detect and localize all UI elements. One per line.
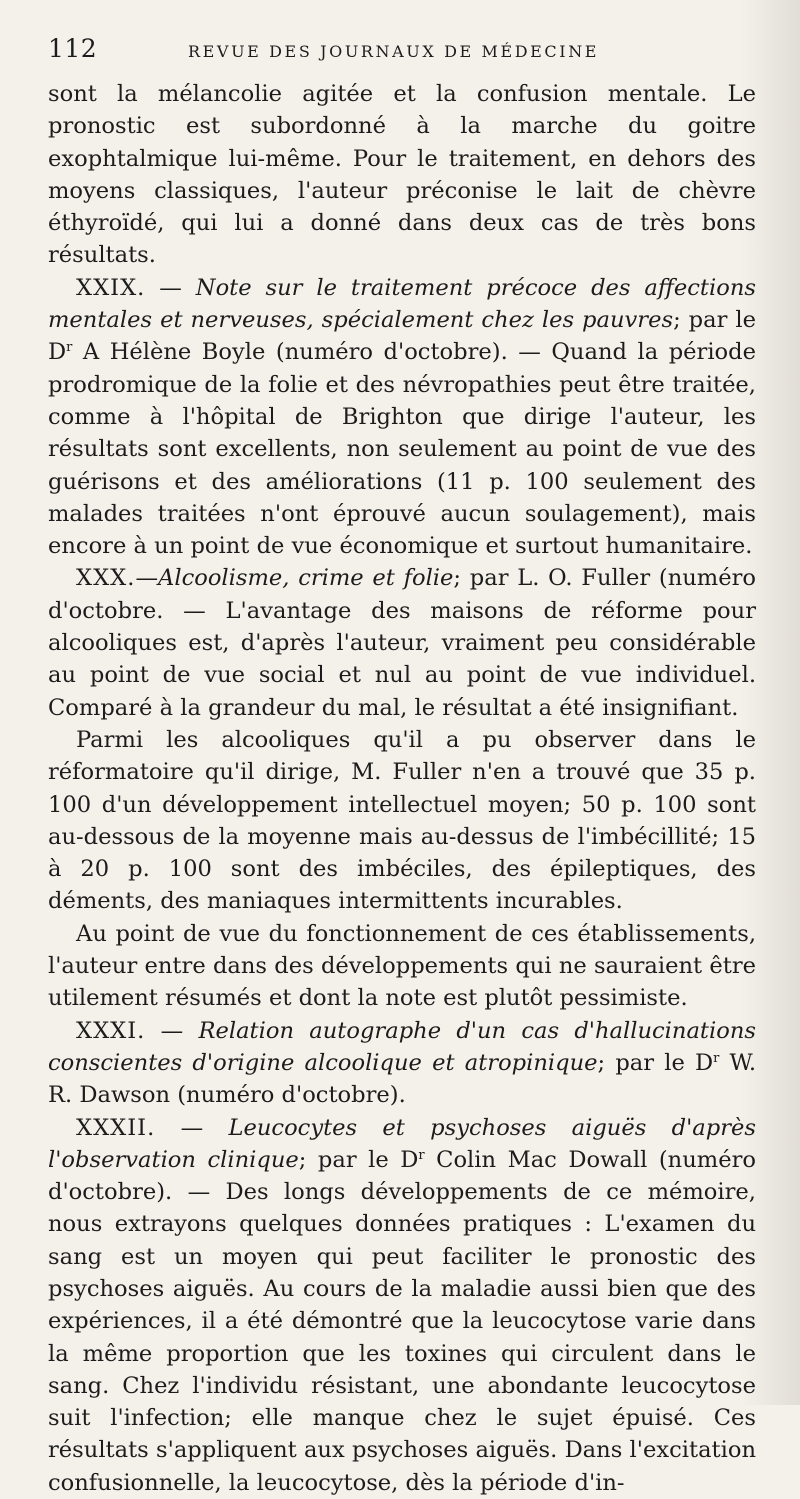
entry-byline-sup: r (66, 340, 72, 355)
entry-byline-sup: r (418, 1148, 424, 1163)
page-number: 112 (48, 34, 97, 63)
paragraph-fuller-conclusion: Au point de vue du fonctionnement de ces établissements, l'auteur entre dans des développements qui ne sauraient être utilement résumés et dont la note est plutôt pessimiste. (48, 918, 756, 1015)
entry-byline: ; par le D (598, 1050, 714, 1076)
entry-text: W. R. Dawson (numéro d'octobre). (48, 1050, 756, 1108)
entry-title: Note sur le traitement précoce des affections mentales et nerveuses, spécialement chez les pauvres (48, 275, 756, 333)
entry-xxx (48, 562, 756, 723)
running-head: REVUE DES JOURNAUX DE MÉDECINE (188, 42, 599, 61)
entry-number: XXXII. (76, 1115, 155, 1141)
entry-xxxi (48, 1015, 756, 1112)
entry-dash: — (145, 1018, 198, 1044)
entry-dash: — (135, 565, 158, 591)
entry-title: Relation autographe d'un cas d'hallucinations conscientes d'origine alcoolique et atropinique (48, 1018, 756, 1076)
entry-xxxii (48, 1112, 756, 1499)
entry-xxix (48, 272, 756, 563)
entry-number: XXX. (76, 565, 135, 591)
entry-text: ; par L. O. Fuller (numéro d'octobre. — L'avantage des maisons de réforme pour alcooliques est, d'après l'auteur, vraiment peu considérable au point de vue social et nul au point de vue individuel. Comparé à la grandeur du mal, le résultat a été insignifiant. (48, 565, 756, 720)
paragraph-fuller-stats: Parmi les alcooliques qu'il a pu observer dans le réformatoire qu'il dirige, M. Fuller n'en a trouvé que 35 p. 100 d'un développement intellectuel moyen; 50 p. 100 sont au-dessous de la moyenne mais au-dessus de l'imbécillité; 15 à 20 p. 100 sont des imbéciles, des épileptiques, des déments, des maniaques intermittents incurables. (48, 724, 756, 918)
entry-title: Leucocytes et psychoses aiguës d'après l'observation clinique (48, 1115, 756, 1173)
entry-number: XXIX. (76, 275, 145, 301)
entry-title: Alcoolisme, crime et folie (158, 565, 453, 591)
entry-text: Colin Mac Dowall (numéro d'octobre). — Des longs développements de ce mémoire, nous extrayons quelques données pratiques : L'examen du sang est un moyen qui peut faciliter le pronostic des psychoses aiguës. Au cours de la maladie aussi bien que des expériences, il a été démontré que la leucocytose varie dans la même proportion que les toxines qui circulent dans le sang. Chez l'individu résistant, une abondante leucocytose suit l'infection; elle manque chez le sujet épuisé. Ces résultats s'appliquent aux psychoses aiguës. Dans l'excitation confusionnelle, la leucocytose, dès la période d'in- (48, 1147, 756, 1496)
page-header (48, 34, 756, 74)
article-body (48, 78, 756, 1499)
entry-number: XXXI. (76, 1018, 145, 1044)
entry-dash: — (155, 1115, 228, 1141)
entry-byline-sup: r (713, 1051, 719, 1066)
entry-dash: — (145, 275, 195, 301)
paragraph-continuation: sont la mélancolie agitée et la confusion mentale. Le pronostic est subordonné à la marche du goitre exophtalmique lui-même. Pour le traitement, en dehors des moyens classiques, l'auteur préconise le lait de chèvre éthyroïdé, qui lui a donné dans deux cas de très bons résultats. (48, 78, 756, 272)
entry-text: A Hélène Boyle (numéro d'octobre). — Quand la période prodromique de la folie et des névropathies peut être traitée, comme à l'hôpital de Brighton que dirige l'auteur, les résultats sont excellents, non seulement au point de vue des guérisons et des améliorations (11 p. 100 seulement des malades traitées n'ont éprouvé aucun soulagement), mais encore à un point de vue économique et surtout humanitaire. (48, 339, 756, 559)
entry-byline: ; par le D (48, 307, 756, 365)
entry-byline: ; par le D (299, 1147, 419, 1173)
